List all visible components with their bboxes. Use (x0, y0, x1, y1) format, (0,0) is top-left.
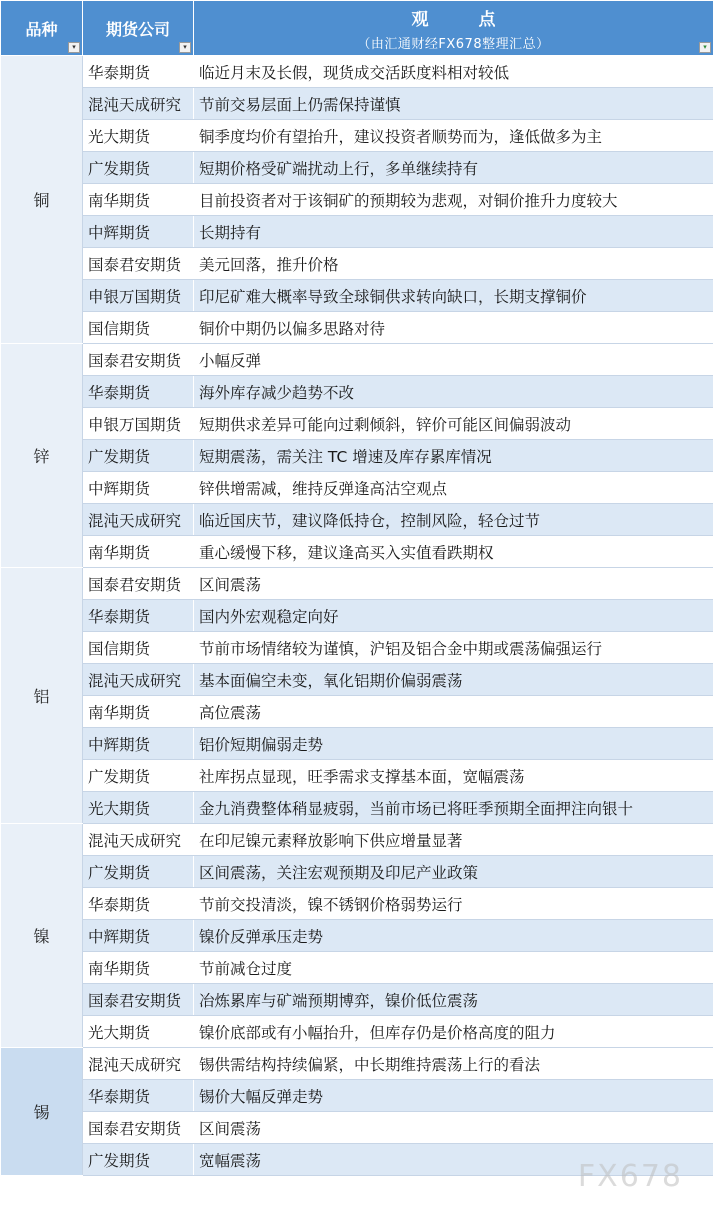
view-cell: 高位震荡 (194, 696, 713, 728)
view-cell: 铝价短期偏弱走势 (194, 728, 713, 760)
view-cell: 印尼矿难大概率导致全球铜供求转向缺口，长期支撑铜价 (194, 280, 713, 312)
variety-cell: 铝 (1, 568, 83, 824)
company-cell: 华泰期货 (83, 600, 194, 632)
company-cell: 华泰期货 (83, 56, 194, 88)
company-cell: 中辉期货 (83, 728, 194, 760)
company-cell: 混沌天成研究 (83, 88, 194, 120)
watermark: FX678 (577, 1159, 683, 1194)
variety-cell: 铜 (1, 56, 83, 344)
view-cell: 节前交投清淡，镍不锈钢价格弱势运行 (194, 888, 713, 920)
header-variety (1, 1, 83, 56)
table-row (1, 376, 713, 408)
company-cell: 混沌天成研究 (83, 664, 194, 696)
table-row (1, 152, 713, 184)
view-cell: 锡供需结构持续偏紧，中长期维持震荡上行的看法 (194, 1048, 713, 1080)
view-cell: 节前交易层面上仍需保持谨慎 (194, 88, 713, 120)
filter-dropdown-icon[interactable]: ▾ (68, 42, 80, 53)
company-cell: 国泰君安期货 (83, 344, 194, 376)
company-cell: 国泰君安期货 (83, 568, 194, 600)
view-cell: 重心缓慢下移，建议逢高买入实值看跌期权 (194, 536, 713, 568)
view-cell: 短期震荡，需关注 TC 增速及库存累库情况 (194, 440, 713, 472)
table-row (1, 504, 713, 536)
view-cell: 小幅反弹 (194, 344, 713, 376)
table-row (1, 664, 713, 696)
view-cell: 镍价反弹承压走势 (194, 920, 713, 952)
company-cell: 华泰期货 (83, 888, 194, 920)
view-cell: 节前市场情绪较为谨慎，沪铝及铝合金中期或震荡偏强运行 (194, 632, 713, 664)
table-row (1, 248, 713, 280)
table-row (1, 408, 713, 440)
view-cell: 临近月末及长假，现货成交活跃度料相对较低 (194, 56, 713, 88)
view-cell: 目前投资者对于该铜矿的预期较为悲观，对铜价推升力度较大 (194, 184, 713, 216)
header-variety-label: 品种 (25, 19, 58, 39)
company-cell: 广发期货 (83, 440, 194, 472)
company-cell: 申银万国期货 (83, 280, 194, 312)
header-company-label: 期货公司 (105, 19, 170, 39)
view-cell: 冶炼累库与矿端预期博弈，镍价低位震荡 (194, 984, 713, 1016)
view-cell: 短期供求差异可能向过剩倾斜，锌价可能区间偏弱波动 (194, 408, 713, 440)
company-cell: 国泰君安期货 (83, 984, 194, 1016)
company-cell: 混沌天成研究 (83, 1048, 194, 1080)
table-row (1, 600, 713, 632)
view-cell: 区间震荡 (194, 1112, 713, 1144)
table-row (1, 920, 713, 952)
company-cell: 混沌天成研究 (83, 504, 194, 536)
company-cell: 广发期货 (83, 1144, 194, 1176)
table-body (1, 56, 713, 1176)
table-row (1, 440, 713, 472)
company-cell: 光大期货 (83, 792, 194, 824)
company-cell: 中辉期货 (83, 920, 194, 952)
view-cell: 基本面偏空未变，氧化铝期价偏弱震荡 (194, 664, 713, 696)
view-cell: 临近国庆节，建议降低持仓，控制风险，轻仓过节 (194, 504, 713, 536)
company-cell: 南华期货 (83, 184, 194, 216)
table-row (1, 1048, 713, 1080)
variety-cell: 锌 (1, 344, 83, 568)
table-row (1, 984, 713, 1016)
table-row (1, 952, 713, 984)
filter-dropdown-icon[interactable]: ▾ (179, 42, 191, 53)
view-cell: 镍价底部或有小幅抬升，但库存仍是价格高度的阻力 (194, 1016, 713, 1048)
table-row (1, 1080, 713, 1112)
table-row (1, 856, 713, 888)
company-cell: 中辉期货 (83, 472, 194, 504)
table-row (1, 696, 713, 728)
table-row (1, 760, 713, 792)
company-cell: 南华期货 (83, 536, 194, 568)
company-cell: 中辉期货 (83, 216, 194, 248)
company-cell: 国泰君安期货 (83, 1112, 194, 1144)
table-row (1, 184, 713, 216)
view-cell: 节前减仓过度 (194, 952, 713, 984)
view-cell: 区间震荡，关注宏观预期及印尼产业政策 (194, 856, 713, 888)
view-cell: 区间震荡 (194, 568, 713, 600)
table-row (1, 888, 713, 920)
table-row (1, 824, 713, 856)
table-row (1, 216, 713, 248)
table-row (1, 632, 713, 664)
filter-active-icon[interactable]: ▾ (699, 42, 711, 53)
table-row (1, 56, 713, 88)
header-view (194, 1, 713, 56)
header-row (1, 1, 713, 56)
variety-cell: 镍 (1, 824, 83, 1048)
header-company (83, 1, 194, 56)
table-row (1, 120, 713, 152)
company-cell: 光大期货 (83, 1016, 194, 1048)
view-cell: 锌供增需减，维持反弹逢高沽空观点 (194, 472, 713, 504)
view-cell: 铜季度均价有望抬升，建议投资者顺势而为，逢低做多为主 (194, 120, 713, 152)
company-cell: 国泰君安期货 (83, 248, 194, 280)
header-view-subtitle: （由汇通财经FX678整理汇总） (357, 36, 550, 52)
table-row (1, 792, 713, 824)
table-row (1, 536, 713, 568)
company-cell: 南华期货 (83, 952, 194, 984)
company-cell: 国信期货 (83, 632, 194, 664)
view-cell: 金九消费整体稍显疲弱，当前市场已将旺季预期全面押注向银十 (194, 792, 713, 824)
company-cell: 混沌天成研究 (83, 824, 194, 856)
table-row (1, 1112, 713, 1144)
view-cell: 在印尼镍元素释放影响下供应增量显著 (194, 824, 713, 856)
view-cell: 锡价大幅反弹走势 (194, 1080, 713, 1112)
table-row (1, 88, 713, 120)
company-cell: 广发期货 (83, 856, 194, 888)
view-cell: 海外库存减少趋势不改 (194, 376, 713, 408)
company-cell: 申银万国期货 (83, 408, 194, 440)
view-cell: 短期价格受矿端扰动上行，多单继续持有 (194, 152, 713, 184)
company-cell: 广发期货 (83, 760, 194, 792)
company-cell: 华泰期货 (83, 1080, 194, 1112)
company-cell: 广发期货 (83, 152, 194, 184)
view-cell: 宽幅震荡 (194, 1144, 713, 1176)
table-row (1, 280, 713, 312)
view-cell: 铜价中期仍以偏多思路对待 (194, 312, 713, 344)
table-row (1, 344, 713, 376)
company-cell: 华泰期货 (83, 376, 194, 408)
variety-cell: 锡 (1, 1048, 83, 1176)
company-cell: 光大期货 (83, 120, 194, 152)
company-cell: 国信期货 (83, 312, 194, 344)
view-cell: 美元回落，推升价格 (194, 248, 713, 280)
table-row (1, 568, 713, 600)
company-cell: 南华期货 (83, 696, 194, 728)
view-cell: 长期持有 (194, 216, 713, 248)
header-view-label: 观 点 (411, 9, 518, 30)
table-row (1, 472, 713, 504)
table-row (1, 312, 713, 344)
view-cell: 社库拐点显现，旺季需求支撑基本面，宽幅震荡 (194, 760, 713, 792)
view-cell: 国内外宏观稳定向好 (194, 600, 713, 632)
table-row (1, 1016, 713, 1048)
table-row (1, 728, 713, 760)
